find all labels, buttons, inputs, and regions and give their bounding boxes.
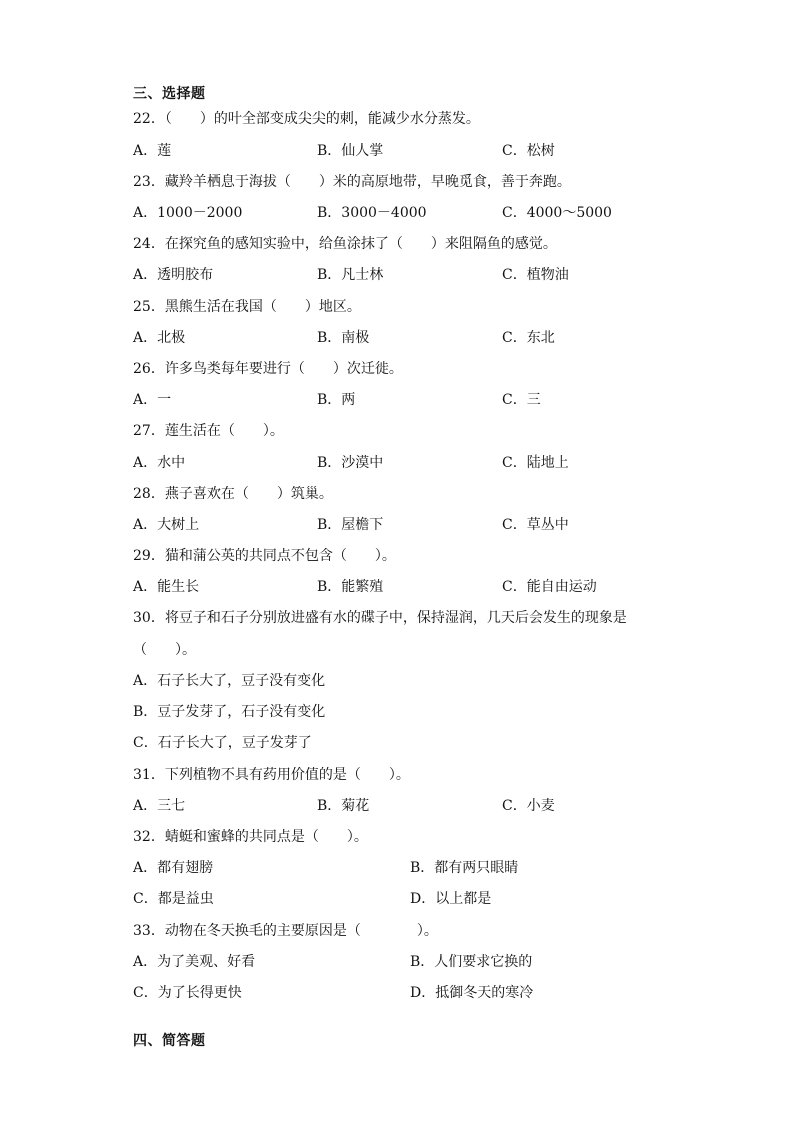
question-25: 25．黑熊生活在我国（ ）地区。 <box>133 299 361 315</box>
option-25-a: A．北极 <box>133 330 186 346</box>
option-33-b: B．人们要求它换的 <box>410 954 533 970</box>
option-30-b: B．豆子发芽了，石子没有变化 <box>133 704 326 720</box>
option-32-a: A．都有翅膀 <box>133 860 214 876</box>
option-30-a: A．石子长大了，豆子没有变化 <box>133 673 326 689</box>
option-22-c: C．松树 <box>502 143 555 159</box>
option-31-b: B．菊花 <box>317 798 370 814</box>
option-24-b: B．凡士林 <box>317 267 384 283</box>
question-31: 31．下列植物不具有药用价值的是（ ）。 <box>133 767 410 783</box>
option-28-a: A．大树上 <box>133 517 200 533</box>
option-27-a: A．水中 <box>133 455 186 471</box>
question-23: 23．藏羚羊栖息于海拔（ ）米的高原地带，早晚觅食，善于奔跑。 <box>133 174 571 190</box>
question-27: 27．莲生活在（ ）。 <box>133 423 284 439</box>
option-23-a: A．1000－2000 <box>133 205 243 221</box>
option-26-c: C．三 <box>502 392 541 408</box>
question-30: 30．将豆子和石子分别放进盛有水的碟子中，保持湿润，几天后会发生的现象是 <box>133 610 627 626</box>
option-33-a: A．为了美观、好看 <box>133 954 256 970</box>
question-26: 26．许多鸟类每年要进行（ ）次迁徙。 <box>133 361 403 377</box>
option-29-b: B．能繁殖 <box>317 579 384 595</box>
option-23-c: C．4000～5000 <box>502 205 612 221</box>
option-32-d: D．以上都是 <box>410 891 492 907</box>
question-30-continued: （ ）。 <box>133 642 196 658</box>
option-25-c: C．东北 <box>502 330 555 346</box>
option-28-c: C．草丛中 <box>502 517 569 533</box>
question-24: 24．在探究鱼的感知实验中，给鱼涂抹了（ ）来阻隔鱼的感觉。 <box>133 236 557 252</box>
option-27-b: B．沙漠中 <box>317 455 384 471</box>
option-26-a: A．一 <box>133 392 172 408</box>
option-33-d: D．抵御冬天的寒冷 <box>410 985 534 1001</box>
option-24-a: A．透明胶布 <box>133 267 214 283</box>
option-31-c: C．小麦 <box>502 798 555 814</box>
option-25-b: B．南极 <box>317 330 370 346</box>
option-26-b: B．两 <box>317 392 356 408</box>
option-27-c: C．陆地上 <box>502 455 569 471</box>
option-29-a: A．能生长 <box>133 579 200 595</box>
question-22: 22．（ ）的叶全部变成尖尖的刺，能减少水分蒸发。 <box>133 111 480 127</box>
section-title-short-answer: 四、简答题 <box>133 1033 206 1049</box>
option-32-b: B．都有两只眼睛 <box>410 860 519 876</box>
option-30-c: C．石子长大了，豆子发芽了 <box>133 735 312 751</box>
option-32-c: C．都是益虫 <box>133 891 214 907</box>
option-28-b: B．屋檐下 <box>317 517 384 533</box>
option-29-c: C．能自由运动 <box>502 579 597 595</box>
option-22-a: A．莲 <box>133 143 172 159</box>
question-33: 33．动物在冬天换毛的主要原因是（ ）。 <box>133 923 438 939</box>
option-24-c: C．植物油 <box>502 267 569 283</box>
option-33-c: C．为了长得更快 <box>133 985 242 1001</box>
question-32: 32．蜻蜓和蜜蜂的共同点是（ ）。 <box>133 829 368 845</box>
section-title-choice: 三、选择题 <box>133 86 206 102</box>
question-28: 28．燕子喜欢在（ ）筑巢。 <box>133 486 333 502</box>
option-23-b: B．3000－4000 <box>317 205 427 221</box>
option-31-a: A．三七 <box>133 798 186 814</box>
option-22-b: B．仙人掌 <box>317 143 384 159</box>
question-29: 29．猫和蒲公英的共同点不包含（ ）。 <box>133 548 396 564</box>
